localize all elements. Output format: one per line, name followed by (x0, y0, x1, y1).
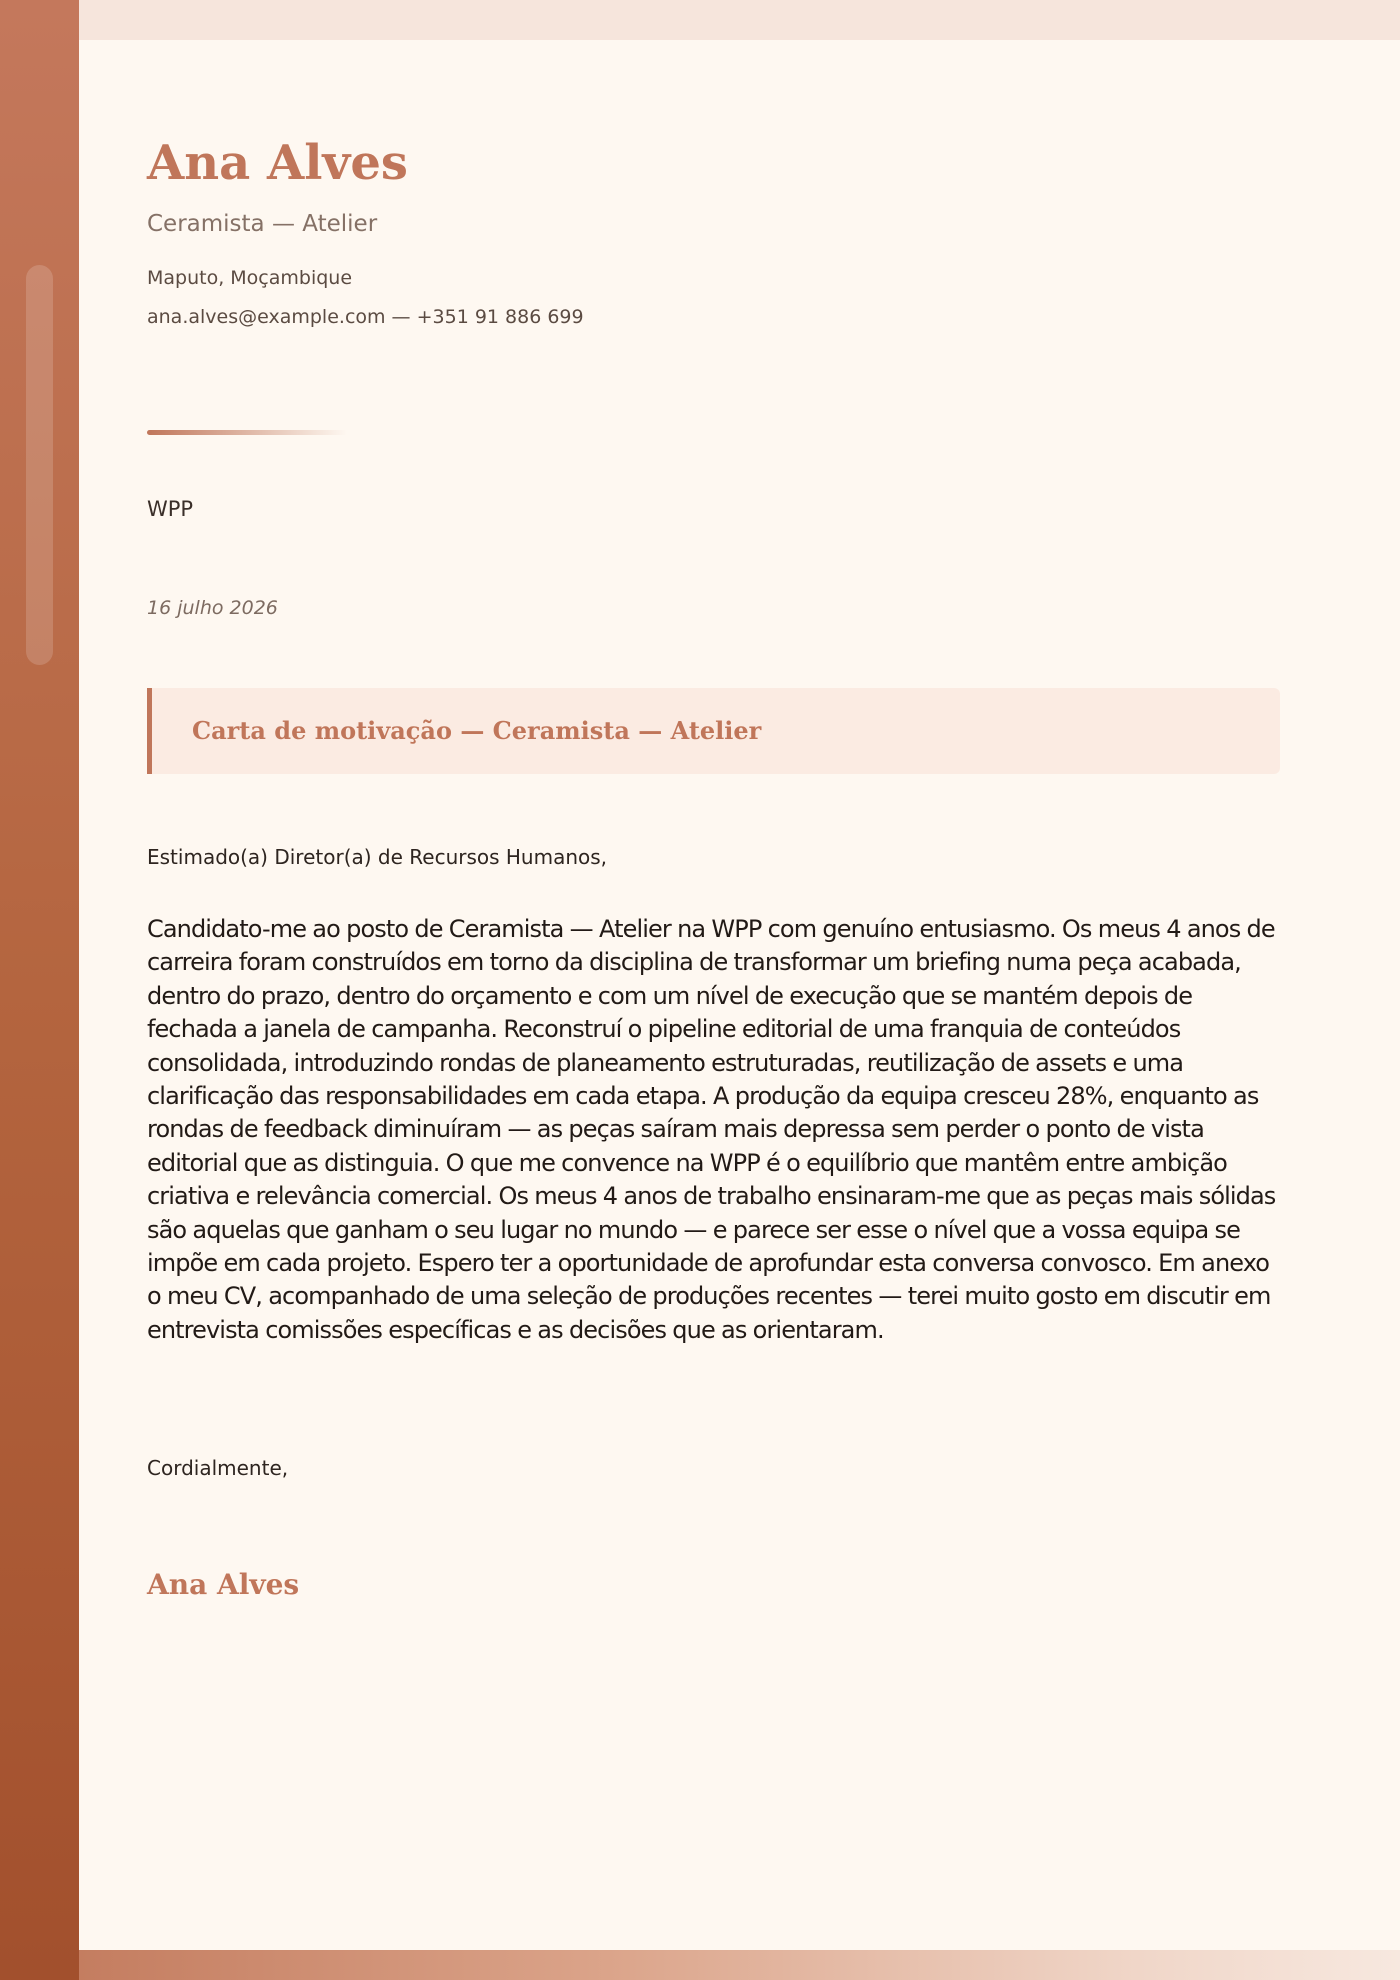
bottom-accent-band (79, 1950, 1400, 1980)
sender-location: Maputo, Moçambique (147, 267, 353, 289)
side-accent-band (0, 0, 79, 1980)
closing: Cordialmente, (147, 1456, 289, 1480)
letter-date: 16 julho 2026 (147, 597, 278, 619)
letter-body: Candidato-me ao posto de Ceramista — Atelier na WPP com genuíno entusiasmo. Os meus 4 anos de carreira foram construídos em torno da disciplina de transformar um briefing numa peça acabada, dentro do prazo, dentro do orçamento e com um nível de execução que se mantém depois de fechada a janela de campanha. Reconstruí o pipeline editorial de uma franquia de conteúdos consolidada, introduzindo rondas de planeamento estruturadas, reutilização de assets e uma clarificação das responsabilidades em cada etapa. A produção da equipa cresceu 28%, enquanto as rondas de feedback diminuíram — as peças saíram mais depressa sem perder o ponto de vista editorial que as distinguia. O que me convence na WPP é o equilíbrio que mantêm entre ambição criativa e relevância comercial. Os meus 4 anos de trabalho ensinaram-me que as peças mais sólidas são aquelas que ganham o seu lugar no mundo — e parece ser esse o nível que a vossa equipa se impõe em cada projeto. Espero ter a oportunidade de aprofundar esta conversa convosco. Em anexo o meu CV, acompanhado de uma seleção de produções recentes — terei muito gosto em discutir em entrevista comissões específicas e as decisões que as orientaram. (147, 915, 1276, 1344)
subject-line: Carta de motivação — Ceramista — Atelier (192, 716, 762, 745)
salutation: Estimado(a) Diretor(a) de Recursos Humanos, (147, 845, 608, 869)
recipient-company: WPP (147, 497, 194, 521)
sender-contact: ana.alves@example.com — +351 91 886 699 (147, 306, 584, 328)
sender-name: Ana Alves (147, 135, 408, 191)
top-accent-band (79, 0, 1400, 40)
signature: Ana Alves (147, 1568, 300, 1601)
side-decorative-pill (26, 265, 53, 665)
subject-banner (147, 688, 1280, 774)
sender-role: Ceramista — Atelier (147, 211, 378, 237)
header-divider (147, 430, 347, 435)
